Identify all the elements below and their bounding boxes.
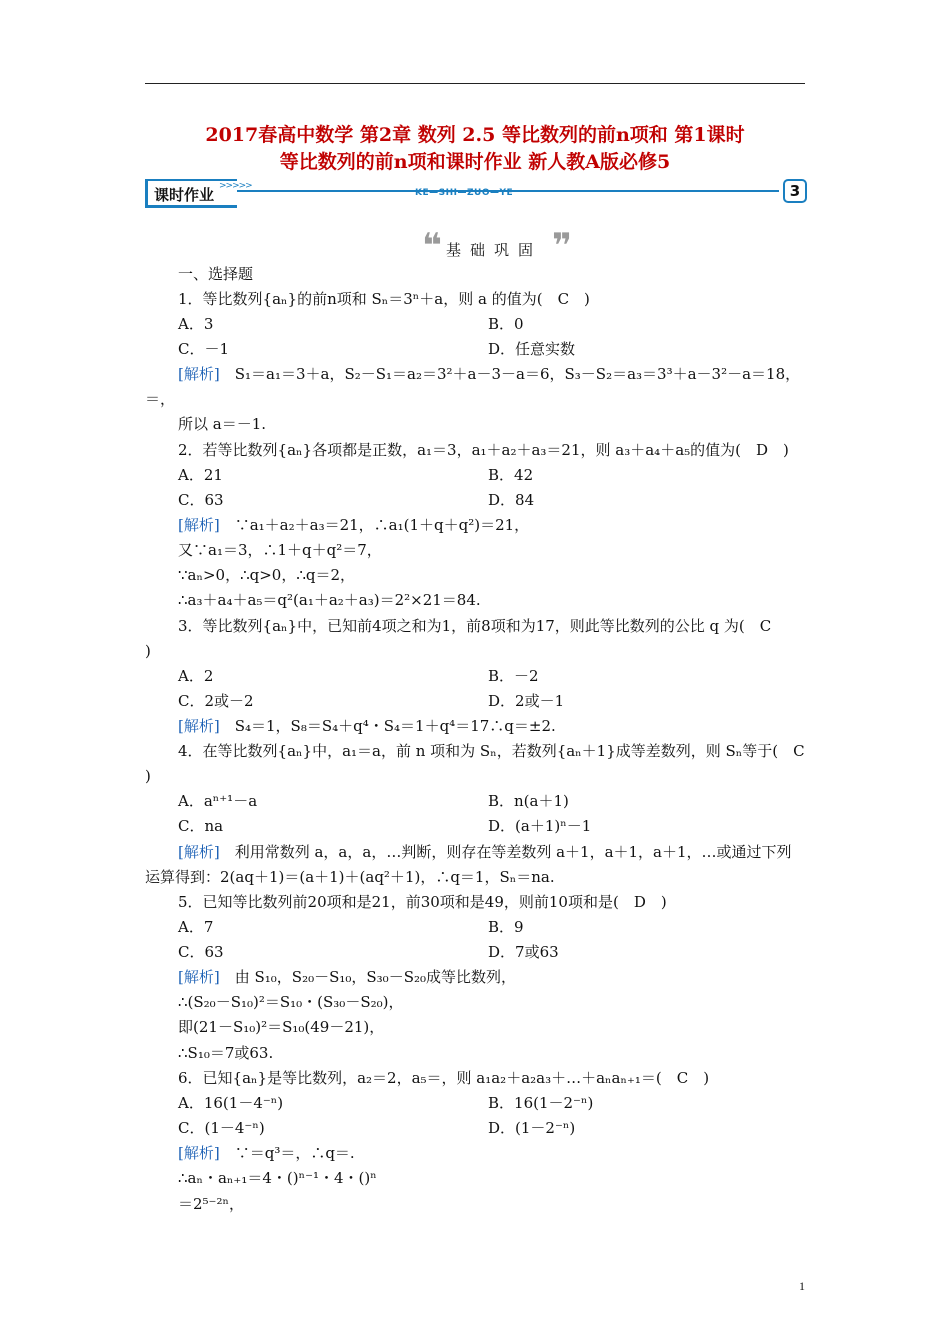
text-segment: ) bbox=[145, 642, 151, 660]
text-segment: A．2 bbox=[178, 667, 214, 685]
text-segment: A．7 bbox=[178, 918, 214, 936]
text-line bbox=[178, 265, 253, 284]
text-line bbox=[178, 893, 667, 912]
homework-banner bbox=[145, 177, 807, 211]
text-line bbox=[178, 918, 213, 937]
text-line bbox=[488, 792, 569, 811]
analysis-tag: [解析] bbox=[178, 1144, 220, 1162]
text-line bbox=[488, 340, 575, 359]
text-segment: C．2或－2 bbox=[178, 692, 254, 710]
title-line-2: 等比数列的前n项和课时作业 新人教A版必修5 bbox=[279, 151, 671, 173]
text-segment: 又∵a₁＝3，∴1＋q＋q²＝7， bbox=[178, 541, 382, 559]
analysis-tag: [解析] bbox=[178, 365, 220, 383]
analysis-tag: [解析] bbox=[178, 843, 220, 861]
text-segment: D．84 bbox=[488, 491, 535, 509]
text-segment: 一、选择题 bbox=[178, 265, 254, 283]
text-line bbox=[178, 943, 224, 962]
text-segment: C．－1 bbox=[178, 340, 230, 358]
text-segment: ∵a₁＋a₂＋a₃＝21，∴a₁(1＋q＋q²)＝21， bbox=[219, 516, 530, 534]
text-line bbox=[178, 1044, 273, 1063]
text-segment: C．63 bbox=[178, 491, 224, 509]
text-segment: D．(1－2⁻ⁿ) bbox=[488, 1119, 576, 1137]
text-line bbox=[178, 968, 516, 987]
text-line bbox=[178, 290, 590, 309]
text-segment: D．2或－1 bbox=[488, 692, 565, 710]
text-line bbox=[488, 692, 564, 711]
text-line bbox=[488, 491, 534, 510]
text-segment: ∴(S₂₀－S₁₀)²＝S₁₀・(S₃₀－S₂₀)， bbox=[178, 993, 404, 1011]
text-segment: ∴S₁₀＝7或63. bbox=[178, 1044, 274, 1062]
text-segment: S₄＝1，S₈＝S₄＋q⁴・S₄＝1＋q⁴＝17∴q＝±2. bbox=[219, 717, 556, 735]
text-segment: ) bbox=[145, 767, 151, 785]
text-segment: 3．等比数列{aₙ}中，已知前4项之和为1，前8项和为17，则此等比数列的公比 q 为( C bbox=[178, 617, 772, 635]
text-segment: 运算得到：2(aq＋1)＝(a＋1)＋(aq²＋1)，∴q＝1，Sₙ＝na. bbox=[145, 868, 555, 886]
text-segment: 6．已知{aₙ}是等比数列，a₂＝2，a₅＝，则 a₁a₂＋a₂a₃＋…＋aₙaₙ₊₁＝( C ) bbox=[178, 1069, 710, 1087]
text-line bbox=[488, 466, 533, 485]
text-line bbox=[488, 1119, 575, 1138]
analysis-tag: [解析] bbox=[178, 717, 220, 735]
text-segment: 1．等比数列{aₙ}的前n项和 Sₙ＝3ⁿ＋a，则 a 的值为( C ) bbox=[178, 290, 590, 308]
text-line bbox=[178, 1094, 283, 1113]
text-segment: B．0 bbox=[488, 315, 524, 333]
section-title: 基础巩固 bbox=[446, 241, 543, 259]
text-line bbox=[178, 993, 403, 1012]
text-segment: B．42 bbox=[488, 466, 534, 484]
text-line bbox=[178, 566, 355, 585]
text-segment: B．9 bbox=[488, 918, 524, 936]
text-line bbox=[488, 943, 559, 962]
text-segment: ＝， bbox=[145, 390, 176, 408]
text-line bbox=[178, 365, 800, 384]
text-line bbox=[488, 315, 524, 334]
text-line bbox=[178, 817, 223, 836]
text-line bbox=[178, 717, 556, 736]
text-segment: ∴aₙ・aₙ₊₁＝4・()ⁿ⁻¹・4・()ⁿ bbox=[178, 1169, 377, 1187]
text-segment: C．(1－4⁻ⁿ) bbox=[178, 1119, 265, 1137]
text-line bbox=[178, 340, 229, 359]
text-line bbox=[178, 415, 266, 434]
text-segment: 即(21－S₁₀)²＝S₁₀(49－21)， bbox=[178, 1018, 385, 1036]
analysis-tag: [解析] bbox=[178, 968, 220, 986]
text-segment: A．21 bbox=[178, 466, 223, 484]
text-line bbox=[178, 591, 481, 610]
text-line bbox=[488, 918, 524, 937]
text-segment: 5．已知等比数列前20项和是21，前30项和是49，则前10项和是( D ) bbox=[178, 893, 667, 911]
text-segment: D．(a＋1)ⁿ－1 bbox=[488, 817, 592, 835]
text-line bbox=[145, 868, 555, 887]
top-rule bbox=[145, 83, 805, 84]
text-segment: 2．若等比数列{aₙ}各项都是正数，a₁＝3，a₁＋a₂＋a₃＝21，则 a₃＋a₄＋a₅的值为( D ) bbox=[178, 441, 789, 459]
close-quote-icon: ❞ bbox=[552, 226, 572, 266]
text-line bbox=[178, 843, 792, 862]
text-line bbox=[488, 667, 539, 686]
title-line-1: 2017春高中数学 第2章 数列 2.5 等比数列的前n项和 第1课时 bbox=[205, 124, 745, 146]
text-segment: 所以 a＝－1. bbox=[178, 415, 267, 433]
text-line bbox=[178, 742, 805, 761]
text-segment: C．na bbox=[178, 817, 224, 835]
text-segment: B．－2 bbox=[488, 667, 539, 685]
banner-pinyin: KE—SHI—ZUO—YE bbox=[415, 188, 514, 198]
text-line bbox=[145, 642, 151, 661]
text-line bbox=[178, 491, 224, 510]
text-segment: D．7或63 bbox=[488, 943, 559, 961]
text-line bbox=[178, 1195, 244, 1214]
text-line bbox=[178, 692, 254, 711]
text-segment: ∴a₃＋a₄＋a₅＝q²(a₁＋a₂＋a₃)＝2²×21＝84. bbox=[178, 591, 481, 609]
text-segment: 利用常数列 a，a，a，…判断，则存在等差数列 a＋1，a＋1，a＋1，…或通过下列 bbox=[219, 843, 792, 861]
document-title bbox=[120, 122, 830, 176]
text-line bbox=[178, 617, 771, 636]
text-line bbox=[178, 1119, 265, 1138]
text-line bbox=[178, 1018, 384, 1037]
text-line bbox=[178, 1144, 355, 1163]
text-segment: S₁＝a₁＝3＋a，S₂－S₁＝a₂＝3²＋a－3－a＝6，S₃－S₂＝a₃＝3³＋a－3²－a＝18， bbox=[219, 365, 801, 383]
text-segment: A．3 bbox=[178, 315, 214, 333]
text-segment: B．16(1－2⁻ⁿ) bbox=[488, 1094, 594, 1112]
text-segment: ＝2⁵⁻²ⁿ， bbox=[178, 1195, 244, 1213]
text-segment: 4．在等比数列{aₙ}中，a₁＝a，前 n 项和为 Sₙ，若数列{aₙ＋1}成等差数列，则 Sₙ等于( C bbox=[178, 742, 805, 760]
text-segment: A．16(1－4⁻ⁿ) bbox=[178, 1094, 284, 1112]
text-segment: A．aⁿ⁺¹－a bbox=[178, 792, 258, 810]
banner-number-badge: 3 bbox=[783, 179, 807, 203]
analysis-tag: [解析] bbox=[178, 516, 220, 534]
text-line bbox=[178, 1169, 377, 1188]
banner-label: 课时作业 bbox=[154, 186, 215, 204]
text-segment: ∵＝q³＝，∴q＝. bbox=[219, 1144, 355, 1162]
text-line bbox=[178, 541, 382, 560]
text-segment: B．n(a＋1) bbox=[488, 792, 569, 810]
text-line bbox=[178, 466, 223, 485]
text-line bbox=[488, 1094, 593, 1113]
text-line bbox=[178, 667, 213, 686]
text-line bbox=[178, 315, 213, 334]
text-line bbox=[145, 767, 151, 786]
section-heading bbox=[422, 226, 572, 266]
text-line bbox=[488, 817, 591, 836]
text-line bbox=[178, 441, 789, 460]
page-number: 1 bbox=[799, 1279, 805, 1293]
banner-arrows-icon: >>>>> bbox=[219, 181, 252, 191]
text-segment: D．任意实数 bbox=[488, 340, 576, 358]
text-segment: C．63 bbox=[178, 943, 224, 961]
text-segment: 由 S₁₀，S₂₀－S₁₀，S₃₀－S₂₀成等比数列， bbox=[219, 968, 516, 986]
text-line bbox=[145, 390, 175, 409]
open-quote-icon: ❝ bbox=[422, 226, 442, 266]
text-line bbox=[178, 516, 529, 535]
text-line bbox=[178, 1069, 709, 1088]
text-line bbox=[178, 792, 257, 811]
text-segment: ∵aₙ>0，∴q>0，∴q＝2， bbox=[178, 566, 356, 584]
